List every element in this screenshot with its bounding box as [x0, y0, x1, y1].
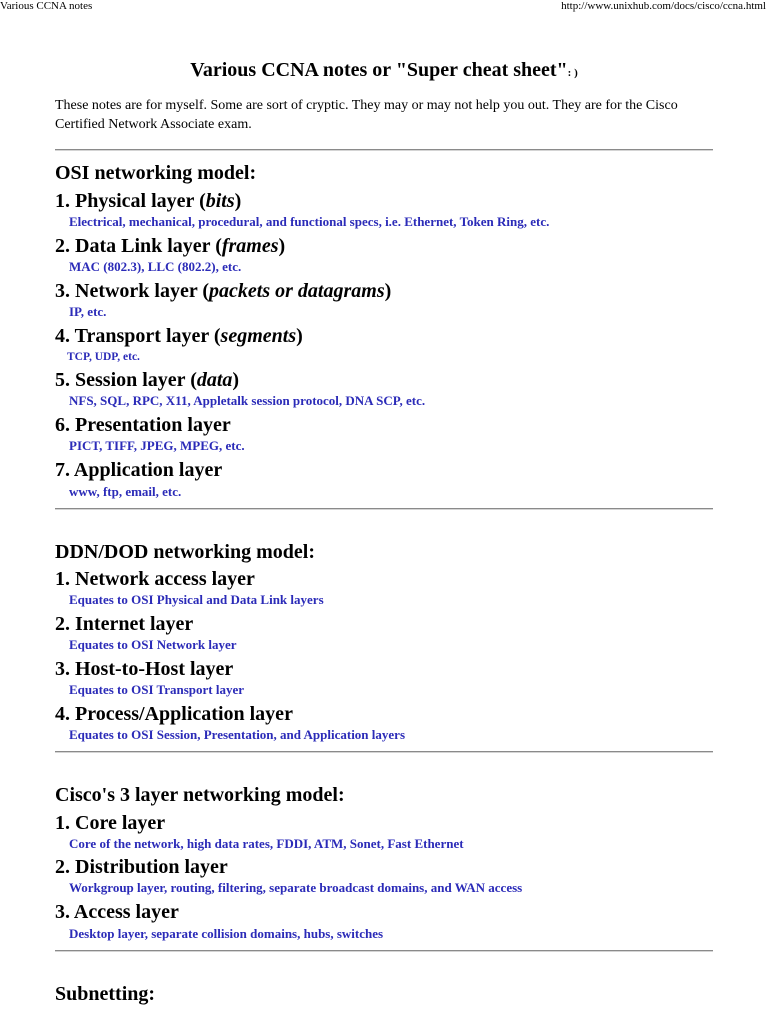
divider [55, 149, 713, 151]
divider [55, 751, 713, 753]
osi-layer-heading: 6. Presentation layer [55, 414, 231, 436]
divider [55, 508, 713, 510]
ddn-layer-desc: Equates to OSI Physical and Data Link layers [69, 592, 324, 607]
osi-layer-desc: Electrical, mechanical, procedural, and functional specs, i.e. Ethernet, Token Ring, etc. [69, 214, 550, 229]
ddn-layer-desc: Equates to OSI Session, Presentation, and Application layers [69, 727, 406, 742]
cisco-layer-desc: Desktop layer, separate collision domains, hubs, switches [69, 926, 384, 941]
osi-layer-heading: 4. Transport layer (segments) [55, 325, 303, 347]
ddn-layer-desc: Equates to OSI Network layer [69, 637, 237, 652]
page-title [55, 58, 713, 85]
cisco-layer-desc: Core of the network, high data rates, FDDI, ATM, Sonet, Fast Ethernet [69, 836, 464, 851]
cisco-layer-heading: 1. Core layer [55, 812, 166, 834]
ddn-layer-desc: Equates to OSI Transport layer [69, 682, 245, 697]
osi-layer-desc: PICT, TIFF, JPEG, MPEG, etc. [69, 438, 245, 453]
section-heading-ddn: DDN/DOD networking model: [55, 541, 315, 563]
ddn-layer-heading: 4. Process/Application layer [55, 703, 293, 725]
osi-layer-desc: MAC (802.3), LLC (802.2), etc. [69, 259, 242, 274]
ddn-layer-heading: 1. Network access layer [55, 568, 255, 590]
cisco-layer-heading: 3. Access layer [55, 901, 179, 923]
cisco-layer-heading: 2. Distribution layer [55, 856, 228, 878]
title-smiley: : ) [567, 67, 578, 79]
osi-layer-heading: 7. Application layer [55, 459, 223, 481]
osi-layer-heading: 1. Physical layer (bits) [55, 190, 242, 212]
section-heading-subnetting: Subnetting: [55, 983, 156, 1005]
section-heading-osi: OSI networking model: [55, 162, 257, 184]
print-header [0, 0, 768, 14]
ddn-layer-heading: 3. Host-to-Host layer [55, 658, 234, 680]
osi-layer-heading: 5. Session layer (data) [55, 369, 240, 391]
osi-layer-heading: 3. Network layer (packets or datagrams) [55, 280, 392, 302]
print-header-title: Various CCNA notes [0, 0, 93, 12]
page-title-text: Various CCNA notes or "Super cheat sheet" [190, 59, 568, 81]
osi-layer-desc: www, ftp, email, etc. [69, 484, 182, 499]
divider [55, 950, 713, 952]
osi-layer-heading: 2. Data Link layer (frames) [55, 235, 286, 257]
intro-paragraph: These notes are for myself. Some are sort of cryptic. They may or may not help you out. They are for the Cisco Certified Network Associate exam. [55, 98, 678, 132]
osi-layer-desc: TCP, UDP, etc. [67, 351, 140, 363]
print-header-url: http://www.unixhub.com/docs/cisco/ccna.html [561, 0, 766, 12]
ddn-layer-heading: 2. Internet layer [55, 613, 194, 635]
osi-layer-desc: NFS, SQL, RPC, X11, Appletalk session protocol, DNA SCP, etc. [69, 393, 426, 408]
section-heading-cisco: Cisco's 3 layer networking model: [55, 784, 345, 806]
osi-layer-desc: IP, etc. [69, 304, 107, 319]
cisco-layer-desc: Workgroup layer, routing, filtering, separate broadcast domains, and WAN access [69, 880, 523, 895]
